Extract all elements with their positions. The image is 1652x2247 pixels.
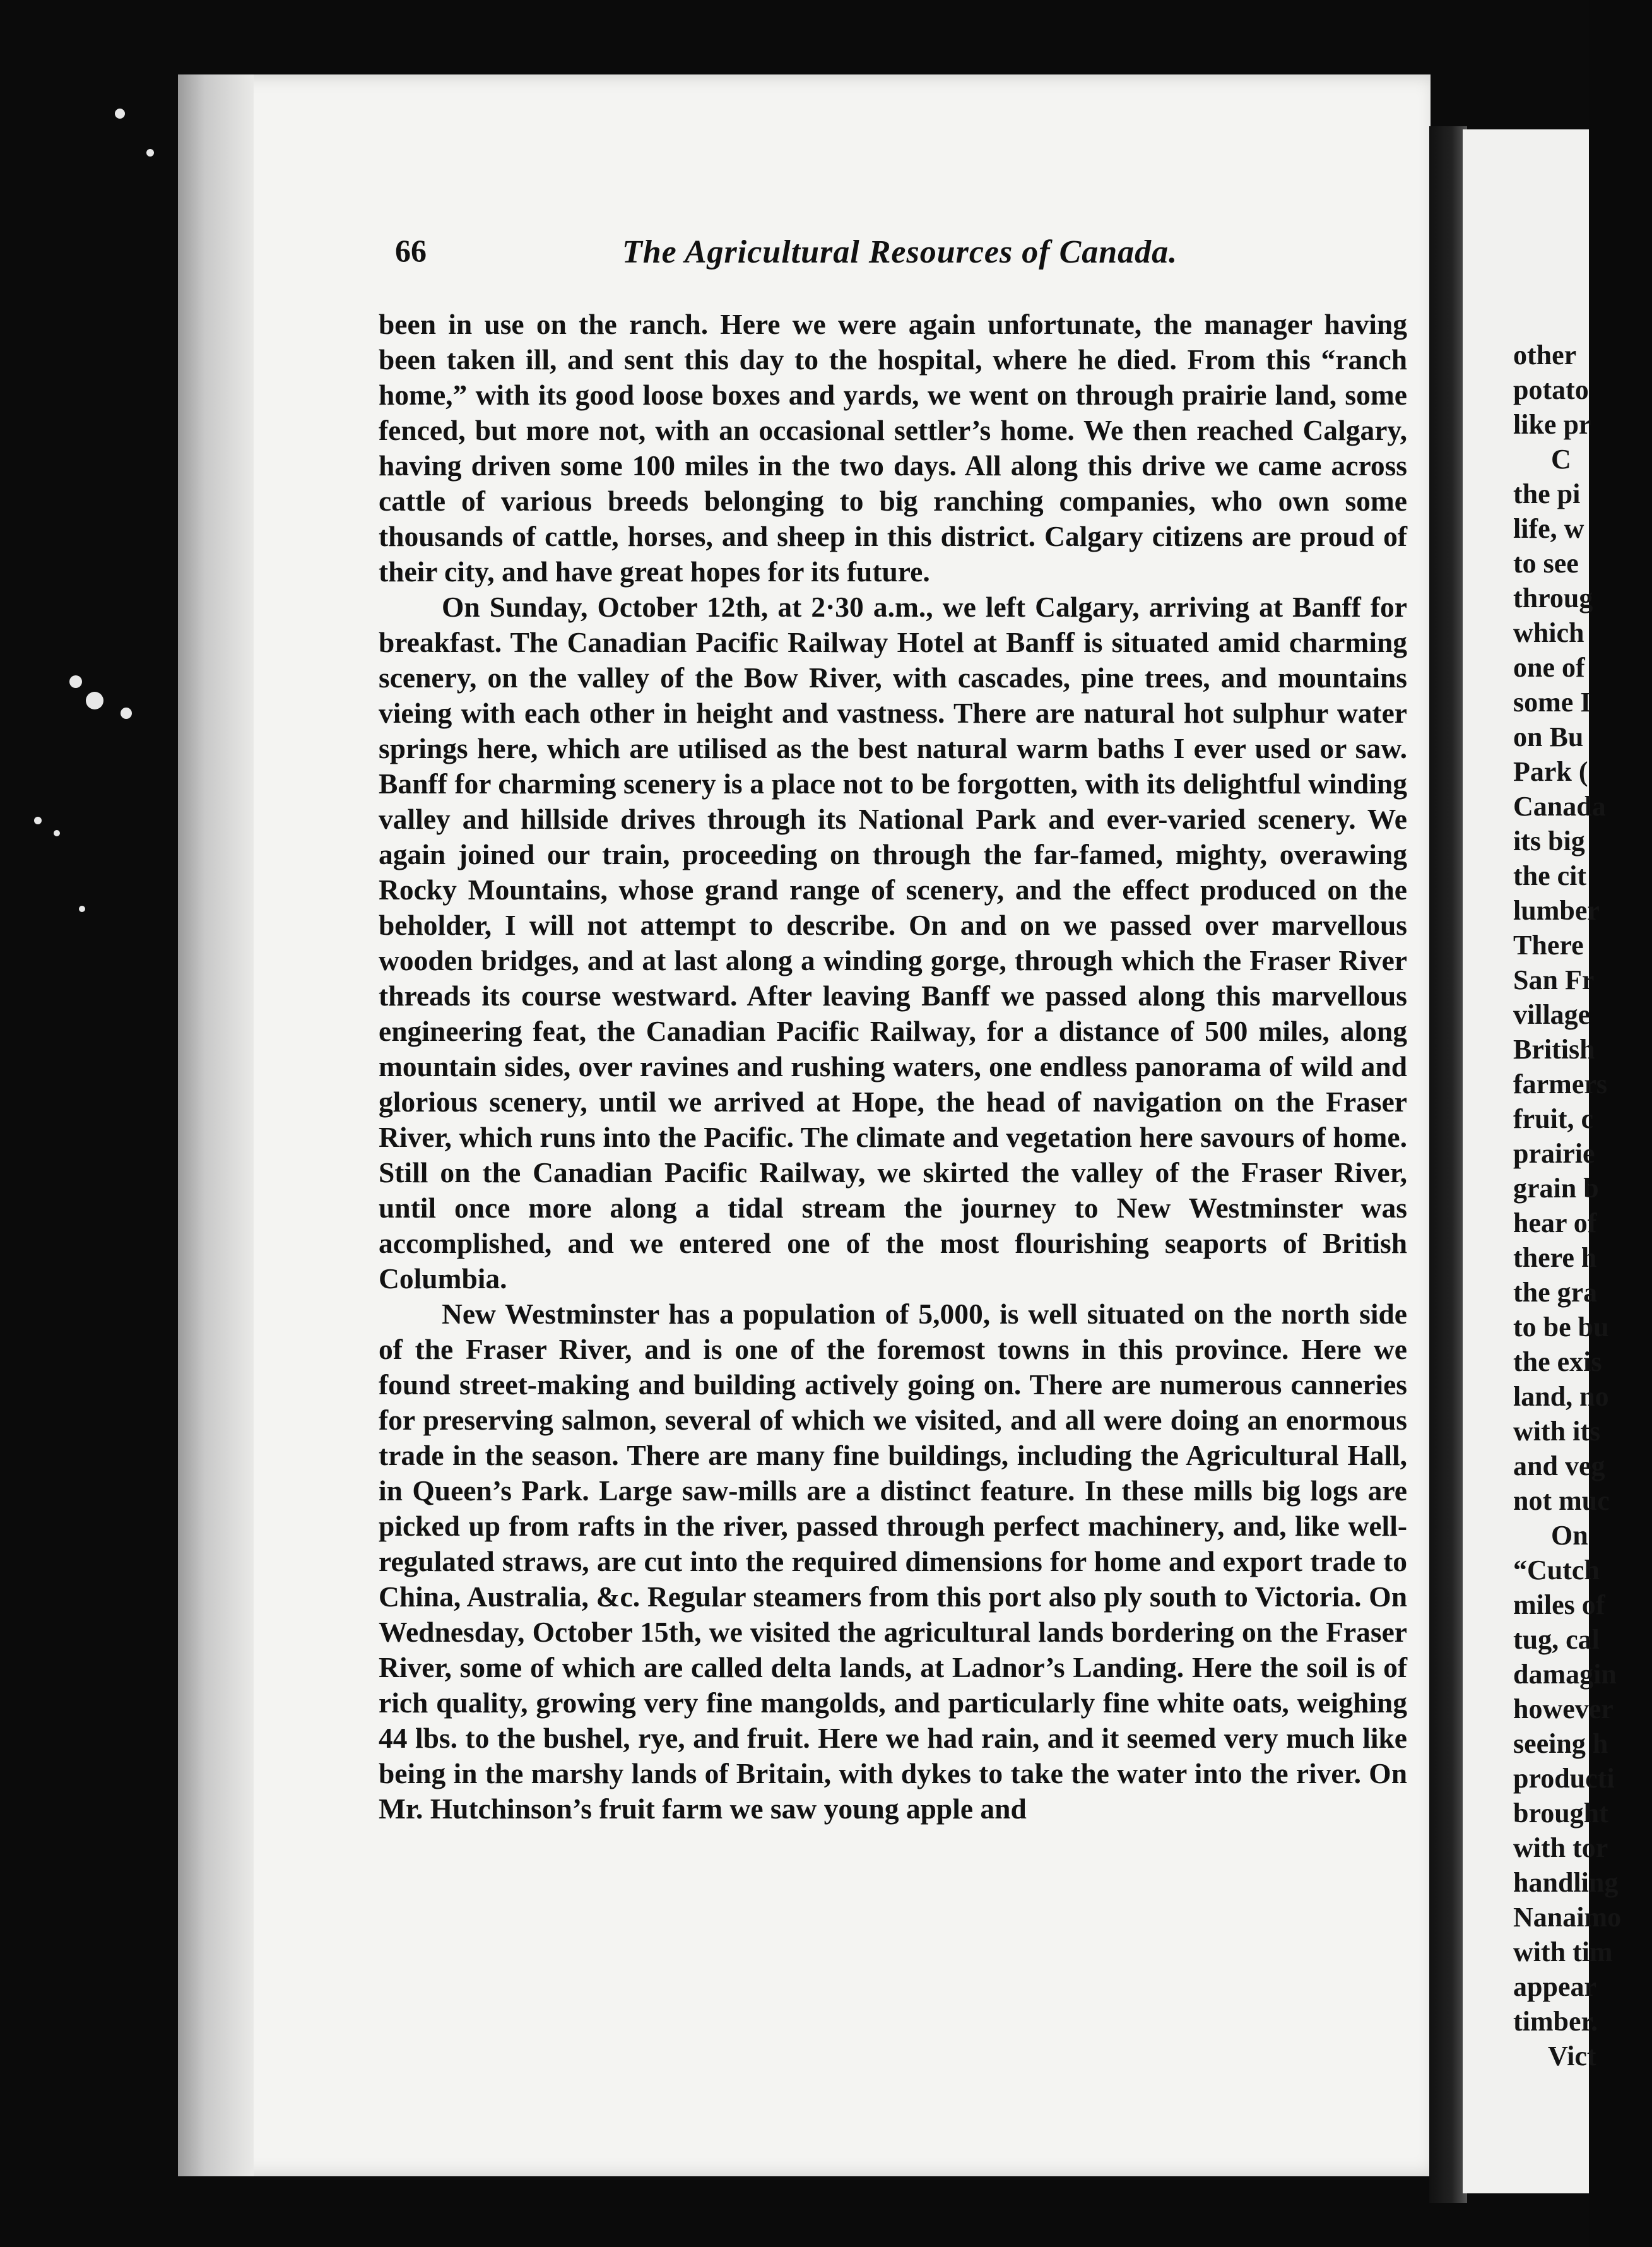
adjacent-line: seeing h bbox=[1513, 1728, 1608, 1759]
adjacent-line: the gra bbox=[1513, 1277, 1598, 1308]
adjacent-line: There bbox=[1513, 930, 1584, 961]
adjacent-line: like pr bbox=[1513, 409, 1591, 440]
adjacent-line: miles of bbox=[1513, 1589, 1605, 1620]
adjacent-line: British bbox=[1513, 1034, 1595, 1065]
adjacent-line: to be bu bbox=[1513, 1312, 1609, 1343]
adjacent-line: fruit, c bbox=[1513, 1103, 1594, 1134]
adjacent-line: and veg bbox=[1513, 1450, 1605, 1481]
page-gutter bbox=[178, 74, 254, 2176]
adjacent-line: appear bbox=[1513, 1971, 1596, 2002]
adjacent-line: there h bbox=[1513, 1242, 1597, 1273]
running-title: The Agricultural Resources of Canada. bbox=[622, 234, 1178, 270]
paragraph-2: On Sunday, October 12th, at 2·30 a.m., we left Calgary, arriving at Banff for breakfast. The Canadian Pacific Railway Hotel at Banff is situated amid charming scenery, on the valley of the Bow River, with cascades, pine trees, and mountains vieing with each other in height and vastness. There are natural hot sulphur water springs here, which are utilised as the best natural warm baths I ever used or saw. Banff for charming scenery is a place not to be forgotten, with its delightful winding valley and hillside drives through its National Park and ever-varied scenery. We again joined our train, proceeding on through the far-famed, mighty, overawing Rocky Mountains, whose grand range of scenery, and the effect produced on the beholder, I will not attempt to describe. On and on we passed over marvellous wooden bridges, and at last along a winding gorge, through which the Fraser River threads its course westward. After leaving Banff we passed along this marvellous engineering feat, the Canadian Pacific Railway, for a distance of 500 miles, along mountain sides, over ravines and rushing waters, one endless panorama of wild and glorious scenery, until we arrived at Hope, the head of navigation on the Fraser River, which runs into the Pacific. The climate and vegetation here savours of home. Still on the Canadian Pacific Railway, we skirted the valley of the Fraser River, until once more along a tidal stream the journey to New Westminster was accomplished, and we entered one of the most flourishing seaports of British Columbia. bbox=[379, 591, 1407, 1295]
adjacent-line: to see bbox=[1513, 548, 1579, 579]
adjacent-line: grain b bbox=[1513, 1173, 1599, 1204]
paragraph-1: been in use on the ranch. Here we were again unfortunate, the manager having been taken ill, and sent this day to the hospital, where he died. From this “ranch home,” with its good loose boxes and yards, we went on through prairie land, some fenced, but more not, with an occasional settler’s home. We then reached Calgary, having driven some 100 miles in the two days. All along this drive we came across cattle of various breeds belonging to big ranching companies, who own some thousands of cattle, horses, and sheep in this district. Calgary citizens are proud of their city, and have great hopes for its future. bbox=[379, 308, 1407, 588]
page-number: 66 bbox=[395, 233, 427, 268]
adjacent-line: producti bbox=[1513, 1763, 1615, 1794]
adjacent-line: Vict bbox=[1548, 2041, 1596, 2072]
adjacent-line: other bbox=[1513, 340, 1577, 371]
adjacent-line: farmers bbox=[1513, 1069, 1608, 1100]
adjacent-line: throug bbox=[1513, 583, 1593, 614]
adjacent-line: On bbox=[1551, 1520, 1588, 1551]
adjacent-line: with tor bbox=[1513, 1832, 1608, 1863]
adjacent-line: damagin bbox=[1513, 1659, 1617, 1690]
paragraph-3: New Westminster has a population of 5,000, is well situated on the north side of the Fraser River, and is one of the foremost towns in this province. Here we found street-making and building actively going on. There are numerous canneries for preserving salmon, several of which we visited, and all were doing an enormous trade in the season. There are many fine buildings, including the Agricultural Hall, in Queen’s Park. Large saw-mills are a distinct feature. In these mills big logs are picked up from rafts in the river, passed through perfect machinery, and, like well-regulated straws, are cut into the required dimensions for home and export trade to China, Australia, &c. Regular steamers from this port also ply south to Victoria. On Wednesday, October 15th, we visited the agricultural lands bordering on the Fraser River, some of which are called delta lands, at Ladnor’s Landing. Here the soil is of rich quality, growing very fine mangolds, and particularly fine white oats, weighing 44 lbs. to the bushel, rye, and fruit. Here we had rain, and it seemed very much like being in the marshy lands of Britain, with dykes to take the water into the river. On Mr. Hutchinson’s fruit farm we saw young apple and bbox=[379, 1298, 1407, 1825]
adjacent-line: C bbox=[1551, 444, 1571, 475]
adjacent-line: hear of bbox=[1513, 1207, 1597, 1238]
adjacent-line: Canada bbox=[1513, 791, 1606, 822]
adjacent-line: however bbox=[1513, 1693, 1614, 1724]
adjacent-line: handling bbox=[1513, 1867, 1619, 1898]
adjacent-line: not muc bbox=[1513, 1485, 1610, 1516]
adjacent-line: timber. bbox=[1513, 2006, 1598, 2037]
adjacent-line: the cit bbox=[1513, 860, 1587, 891]
adjacent-line: with its bbox=[1513, 1416, 1601, 1447]
page-header bbox=[395, 232, 1215, 283]
adjacent-line: on Bu bbox=[1513, 721, 1584, 752]
adjacent-line: village bbox=[1513, 999, 1591, 1030]
adjacent-line: Park ( bbox=[1513, 756, 1588, 787]
spine-shadow bbox=[1429, 126, 1467, 2203]
adjacent-line: lumber bbox=[1513, 895, 1600, 926]
adjacent-line: Nanaimo bbox=[1513, 1902, 1622, 1933]
adjacent-line: some I bbox=[1513, 687, 1591, 718]
adjacent-line: with tim bbox=[1513, 1936, 1613, 1967]
adjacent-line: prairie bbox=[1513, 1138, 1595, 1169]
adjacent-page-text bbox=[1513, 338, 1652, 2073]
adjacent-line: which bbox=[1513, 617, 1584, 648]
adjacent-line: “Cutch bbox=[1513, 1555, 1600, 1586]
adjacent-line: brought bbox=[1513, 1798, 1608, 1829]
adjacent-line: tug, cal bbox=[1513, 1624, 1600, 1655]
body-text bbox=[379, 307, 1407, 1827]
adjacent-line: its big bbox=[1513, 826, 1585, 857]
adjacent-line: potato bbox=[1513, 374, 1589, 405]
adjacent-line: San Fr bbox=[1513, 964, 1595, 995]
adjacent-line: the exis bbox=[1513, 1346, 1602, 1377]
adjacent-line: land, no bbox=[1513, 1381, 1609, 1412]
adjacent-line: the pi bbox=[1513, 478, 1581, 509]
adjacent-line: life, w bbox=[1513, 513, 1584, 544]
adjacent-line: one of bbox=[1513, 652, 1585, 683]
